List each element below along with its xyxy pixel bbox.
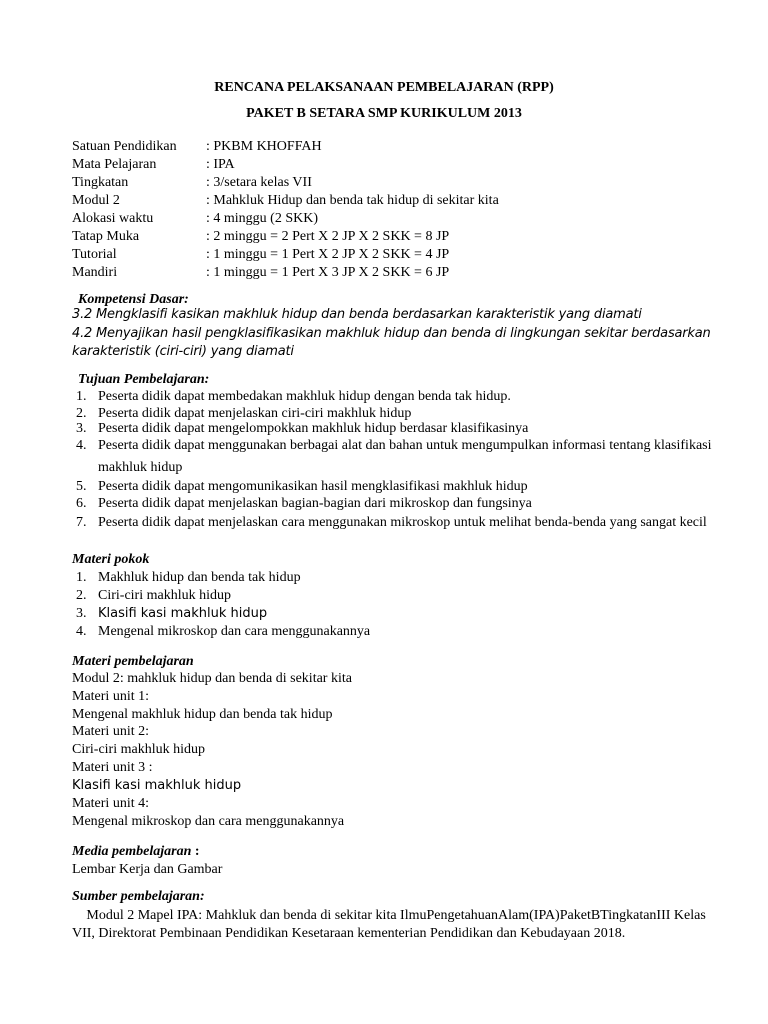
info-value: : 3/setara kelas VII — [206, 175, 312, 190]
info-label: Tutorial — [72, 247, 117, 262]
list-text: Peserta didik dapat menjelaskan bagian-bagian dari mikroskop dan fungsinya — [98, 496, 532, 511]
info-value: : 1 minggu = 1 Pert X 2 JP X 2 SKK = 4 JP — [206, 247, 450, 262]
list-item — [72, 569, 752, 587]
materi-pokok-heading: Materi pokok — [72, 552, 150, 567]
document-subtitle: PAKET B SETARA SMP KURIKULUM 2013 — [246, 106, 522, 121]
info-label: Mandiri — [72, 265, 118, 280]
info-value: : PKBM KHOFFAH — [206, 139, 322, 154]
list-number: 7. — [76, 515, 87, 530]
media-heading-colon: : — [191, 844, 200, 859]
list-item — [72, 587, 752, 605]
info-row-satuan — [72, 138, 499, 156]
info-value: : IPA — [206, 157, 235, 172]
info-label: Tatap Muka — [72, 229, 140, 244]
list-text: Peserta didik dapat menggunakan berbagai alat dan bahan untuk mengumpulkan informasi tentang klasifikasi makhluk hidup — [98, 438, 712, 475]
materi-pembelajaran-heading: Materi pembelajaran — [72, 654, 194, 669]
materi-line: Materi unit 1: — [72, 689, 149, 704]
materi-line: Materi unit 3 : — [72, 760, 153, 775]
info-row-mapel — [72, 156, 499, 174]
media-heading-label: Media pembelajaran — [72, 844, 192, 859]
info-label: Alokasi waktu — [72, 211, 154, 226]
list-text: Mengenal mikroskop dan cara menggunakannya — [98, 624, 371, 639]
document-title: RENCANA PELAKSANAAN PEMBELAJARAN (RPP) — [214, 80, 554, 95]
tujuan-list — [72, 388, 752, 551]
list-number: 1. — [76, 389, 87, 404]
list-item — [72, 435, 752, 478]
info-label: Modul 2 — [72, 193, 120, 208]
info-row-alokasi — [72, 210, 499, 228]
list-number: 4. — [76, 438, 87, 453]
kompetensi-line: karakteristik (ciri-ciri) yang diamati — [72, 344, 294, 359]
info-value: : 1 minggu = 1 Pert X 3 JP X 2 SKK = 6 JP — [206, 265, 450, 280]
info-value: : 4 minggu (2 SKK) — [206, 211, 318, 226]
list-number: 3. — [76, 606, 87, 621]
kompetensi-heading: Kompetensi Dasar: — [78, 292, 189, 307]
list-text: Ciri-ciri makhluk hidup — [98, 588, 231, 603]
list-text: Peserta didik dapat membedakan makhluk hidup dengan benda tak hidup. — [98, 389, 511, 404]
materi-pokok-list — [72, 569, 752, 641]
info-row-tatap-muka — [72, 228, 499, 246]
list-number: 2. — [76, 406, 87, 421]
info-value: : Mahkluk Hidup dan benda tak hidup di sekitar kita — [206, 193, 499, 208]
identity-table — [72, 138, 499, 282]
list-item — [72, 513, 752, 551]
list-item — [72, 388, 752, 405]
list-text: Makhluk hidup dan benda tak hidup — [98, 570, 301, 585]
list-item — [72, 605, 752, 623]
list-number: 2. — [76, 588, 87, 603]
media-text: Lembar Kerja dan Gambar — [72, 862, 223, 877]
list-number: 4. — [76, 624, 87, 639]
materi-line: Mengenal mikroskop dan cara menggunakannya — [72, 814, 345, 829]
info-row-tingkatan — [72, 174, 499, 192]
list-text: Peserta didik dapat menjelaskan ciri-ciri makhluk hidup — [98, 406, 412, 421]
info-label: Mata Pelajaran — [72, 157, 157, 172]
materi-line: Mengenal makhluk hidup dan benda tak hidup — [72, 707, 333, 722]
materi-line: Klasifi kasi makhluk hidup — [72, 778, 242, 793]
list-number: 3. — [76, 421, 87, 436]
info-row-modul — [72, 192, 499, 210]
info-row-tutorial — [72, 246, 499, 264]
list-text: Peserta didik dapat menjelaskan cara menggunakan mikroskop untuk melihat benda-benda yang sangat kecil — [98, 515, 707, 530]
list-text: Klasifi kasi makhluk hidup — [98, 606, 268, 621]
tujuan-heading: Tujuan Pembelajaran: — [78, 372, 210, 387]
sumber-text: Modul 2 Mapel IPA: Mahkluk dan benda di sekitar kita IlmuPengetahuanAlam(IPA)PaketBTingkatanIII Kelas VII, Direktorat Pembinaan Pendidikan Kesetaraan kementerian Pendidikan dan Kebudayaan 2018. — [72, 908, 718, 941]
list-text: Peserta didik dapat mengelompokkan makhluk hidup berdasar klasifikasinya — [98, 421, 529, 436]
kompetensi-line: 4.2 Menyajikan hasil pengklasifikasikan makhluk hidup dan benda di lingkungan sekitar berdasarkan — [72, 326, 711, 341]
list-text: Peserta didik dapat mengomunikasikan hasil mengklasifikasi makhluk hidup — [98, 479, 528, 494]
media-heading — [72, 843, 200, 861]
info-label: Tingkatan — [72, 175, 129, 190]
materi-line: Materi unit 2: — [72, 724, 149, 739]
info-value: : 2 minggu = 2 Pert X 2 JP X 2 SKK = 8 JP — [206, 229, 450, 244]
list-item — [72, 405, 752, 420]
materi-line: Modul 2: mahkluk hidup dan benda di sekitar kita — [72, 671, 352, 686]
info-row-mandiri — [72, 264, 499, 282]
list-number: 5. — [76, 479, 87, 494]
list-item — [72, 478, 752, 495]
materi-line: Materi unit 4: — [72, 796, 149, 811]
list-item — [72, 623, 752, 641]
list-number: 6. — [76, 496, 87, 511]
materi-line: Ciri-ciri makhluk hidup — [72, 742, 205, 757]
sumber-heading: Sumber pembelajaran: — [72, 889, 205, 904]
list-item — [72, 495, 752, 513]
info-label: Satuan Pendidikan — [72, 139, 177, 154]
list-number: 1. — [76, 570, 87, 585]
kompetensi-line: 3.2 Mengklasifi kasikan makhluk hidup dan benda berdasarkan karakteristik yang diamati — [72, 307, 642, 322]
list-item — [72, 420, 752, 435]
